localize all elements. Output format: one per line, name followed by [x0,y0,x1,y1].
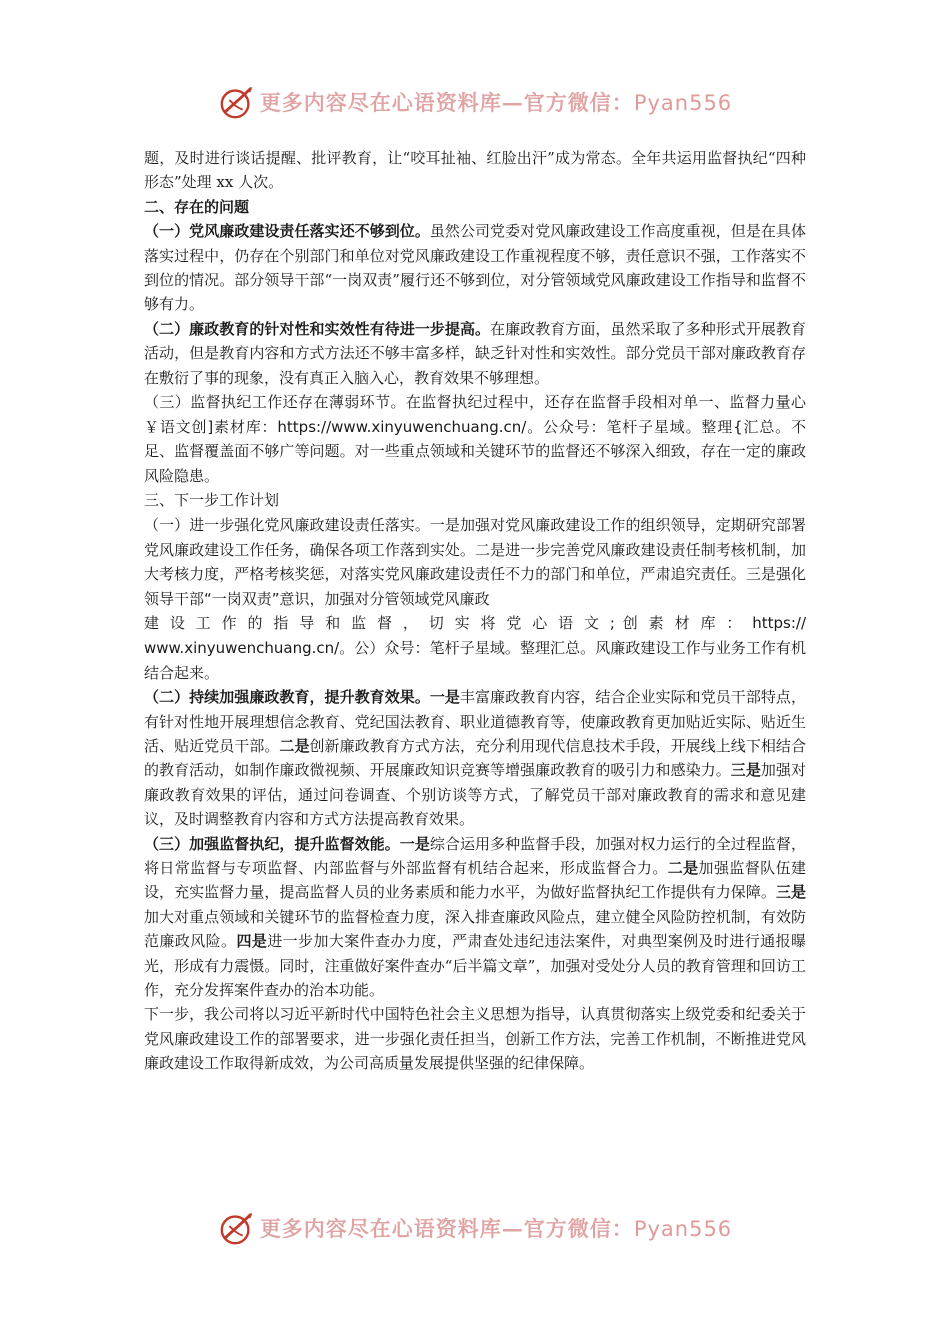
section-heading: 二、存在的问题 [144,197,250,216]
section-heading: 三、下一步工作计划 [144,491,280,510]
paragraph: （三）监督执纪工作还存在薄弱环节。在监督执纪过程中，还存在监督手段相对单一、监督力量心￥语文创]素材库：https://www.xinyuwenchuang.cn/。公众号：笔杆子星域。整理{汇总。不足、监督覆盖面不够广等问题。对一些重点领域和关键环节的监督还不够深入细致，存在一定的廉政风险隐患。 [144,393,806,485]
paragraph: （一）进一步强化党风廉政建设责任落实。一是加强对党风廉政建设工作的组织领导，定期研究部署党风廉政建设工作任务，确保各项工作落到实处。二是进一步完善党风廉政建设责任制考核机制，加大考核力度，严格考核奖惩，对落实党风廉政建设责任不力的部门和单位，严肃追究责任。三是强化领导干部“一岗双责”意识，加强对分管领域党风廉政 [144,516,806,608]
paragraph: （二）持续加强廉政教育，提升教育效果。一是丰富廉政教育内容，结合企业实际和党员干部特点，有针对性地开展理想信念教育、党纪国法教育、职业道德教育等，使廉政教育更加贴近实际、贴近生活、贴近党员干部。二是创新廉政教育方式方法，充分利用现代信息技术手段，开展线上线下相结合的教育活动，如制作廉政微视频、开展廉政知识竞赛等增强廉政教育的吸引力和感染力。三是加强对廉政教育效果的评估，通过问卷调查、个别访谈等方式，了解党员干部对廉政教育的需求和意见建议，及时调整教育内容和方式方法提高教育效果。 [144,688,806,829]
paragraph-line: www.xinyuwenchuang.cn/。公）众号：笔杆子星域。整理汇总。风廉政建设工作与业务工作有机结合起来。 [144,639,806,682]
paragraph: （一）党风廉政建设责任落实还不够到位。虽然公司党委对党风廉政建设工作高度重视，但是在具体落实过程中，仍存在个别部门和单位对党风廉政建设工作重视程度不够，责任意识不强，工作落实不到位的情况。部分领导干部“一岗双责”履行还不够到位，对分管领域党风廉政建设工作指导和监督不够有力。 [144,222,806,314]
document-body [144,146,806,1076]
header-banner [0,82,950,122]
paragraph: （三）加强监督执纪，提升监督效能。一是综合运用多种监督手段，加强对权力运行的全过程监督，将日常监督与专项监督、内部监督与外部监督有机结合起来，形成监督合力。二是加强监督队伍建设，充实监督力量，提高监督人员的业务素质和能力水平，为做好监督执纪工作提供有力保障。三是加大对重点领域和关键环节的监督检查力度，深入排查廉政风险点，建立健全风险防控机制，有效防范廉政风险。四是进一步加大案件查办力度，严肃查处违纪违法案件，对典型案例及时进行通报曝光，形成有力震慑。同时，注重做好案件查办“后半篇文章”，加强对受处分人员的教育管理和回访工作，充分发挥案件查办的治本功能。 [144,834,806,1000]
wechat-id: Pyan556 [633,1217,733,1241]
paragraph: （二）廉政教育的针对性和实效性有待进一步提高。在廉政教育方面，虽然采取了多种形式开展教育活动，但是教育内容和方式方法还不够丰富多样，缺乏针对性和实效性。部分党员干部对廉政教育存在敷衍了事的现象，没有真正入脑入心，教育效果不够理想。 [144,319,806,387]
paragraph: 下一步，我公司将以习近平新时代中国特色社会主义思想为指导，认真贯彻落实上级党委和纪委关于党风廉政建设工作的部署要求，进一步强化责任担当，创新工作方法，完善工作机制，不断推进党风廉政建设工作取得新成效，为公司高质量发展提供坚强的纪律保障。 [144,1005,806,1073]
brush-logo-icon [218,83,256,121]
brush-logo-icon [218,1209,256,1247]
paragraph-line: 建 设 工 作 的 指 导 和 监 督 ， 切 实 将 党 心 语 文 ; 创 素 材 库 ： https:// [144,614,806,633]
footer-banner [0,1208,950,1248]
paragraph: 题，及时进行谈话提醒、批评教育，让“咬耳扯袖、红脸出汗”成为常态。全年共运用监督执纪“四种形态”处理 xx 人次。 [144,149,806,192]
banner-text: 更多内容尽在心语资料库—官方微信：Pyan556 [259,1216,733,1241]
banner-text: 更多内容尽在心语资料库—官方微信：Pyan556 [259,90,733,115]
wechat-id: Pyan556 [633,91,733,115]
